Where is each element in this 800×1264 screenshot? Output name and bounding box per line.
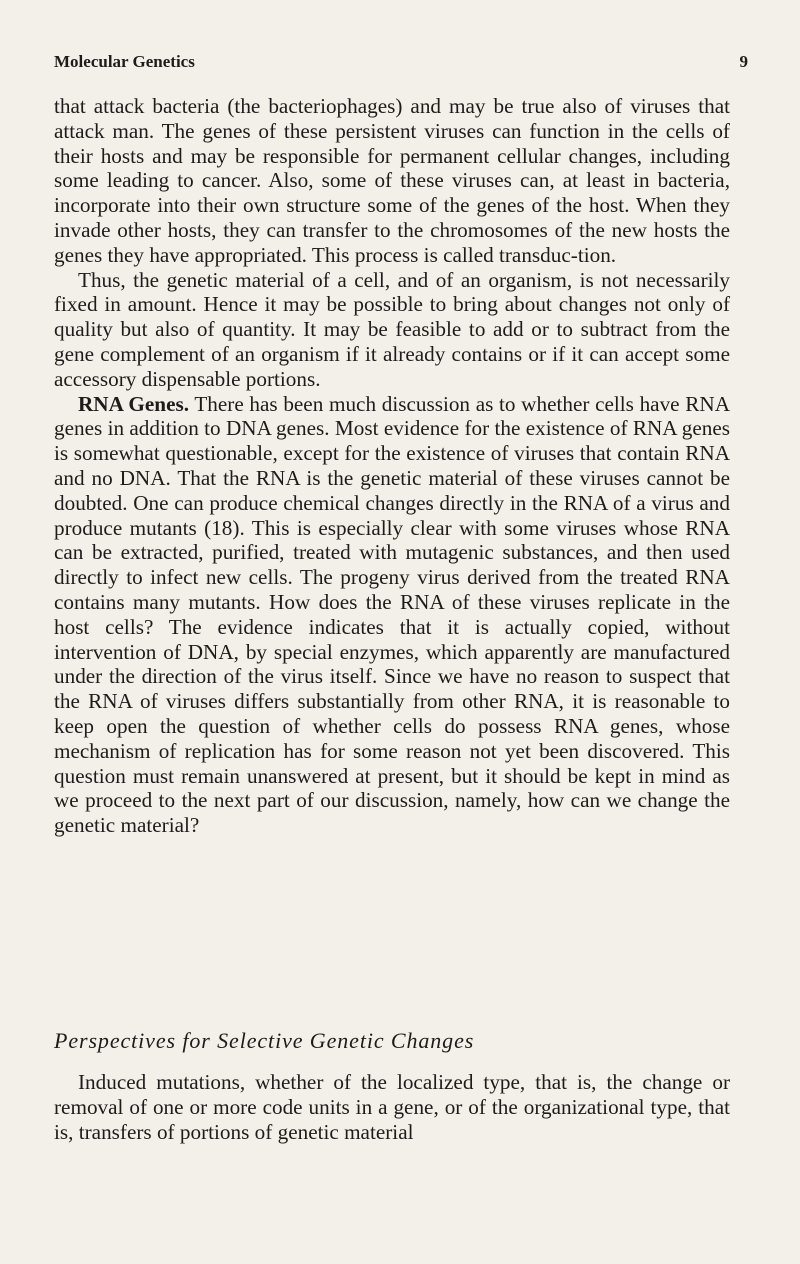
paragraph-induced-mutations: Induced mutations, whether of the localized type, that is, the change or removal of one or more code units in a gene, or of the organizational type, that is, transfers of portions of genetic material [54,1070,730,1144]
running-title: Molecular Genetics [54,52,195,71]
paragraph-text: There has been much discussion as to whether cells have RNA genes in addition to DNA genes. Most evidence for the existence of RNA genes is somewhat questionable, except for the existence of viruses that contain RNA and no DNA. That the RNA is the genetic material of these viruses cannot be doubted. One can produce chemical changes directly in the RNA of a virus and produce mutants (18). This is especially clear with some viruses whose RNA can be extracted, purified, treated with mutagenic substances, and then used directly to infect new cells. The progeny virus derived from the treated RNA contains many mutants. How does the RNA of these viruses replicate in the host cells? The evidence indicates that it is actually copied, without intervention of DNA, by special enzymes, which apparently are manufactured under the direction of the virus itself. Since we have no reason to suspect that the RNA of viruses differs substantially from other RNA, it is reasonable to keep open the question of whether cells do possess RNA genes, whose mechanism of replication has for some reason not yet been discovered. This question must remain unanswered at present, but it should be kept in mind as we proceed to the next part of our discussion, namely, how can we change the genetic material? [54,391,730,838]
running-header [54,52,748,74]
paragraph-continuation [54,94,730,268]
run-in-heading: RNA Genes. [78,391,190,416]
paragraph-rna-genes [54,392,730,838]
section-heading: Perspectives for Selective Genetic Changes [54,1028,475,1053]
page-number: 9 [739,52,748,71]
section-body [54,1070,730,1144]
paragraph-genetic-material [54,268,730,392]
paragraph-text: Thus, the genetic material of a cell, and of an organism, is not necessarily fixed in amount. Hence it may be possible to bring about changes not only of quality but also of quantity. It may be feasible to add or to subtract from the gene complement of an organism if it already contains or if it can accept some accessory dispensable portions. [54,267,730,391]
paragraph-text: that attack bacteria (the bacteriophages) and may be true also of viruses that attack man. The genes of these persistent viruses can function in the cells of their hosts and may be responsible for permanent cellular changes, including some leading to cancer. Also, some of these viruses can, at least in bacteria, incorporate into their own structure some of the genes of the host. When they invade other hosts, they can transfer to the chromosomes of the new hosts the genes they have appropriated. This process is called transduc-tion. [54,94,730,267]
body-text [54,94,730,838]
